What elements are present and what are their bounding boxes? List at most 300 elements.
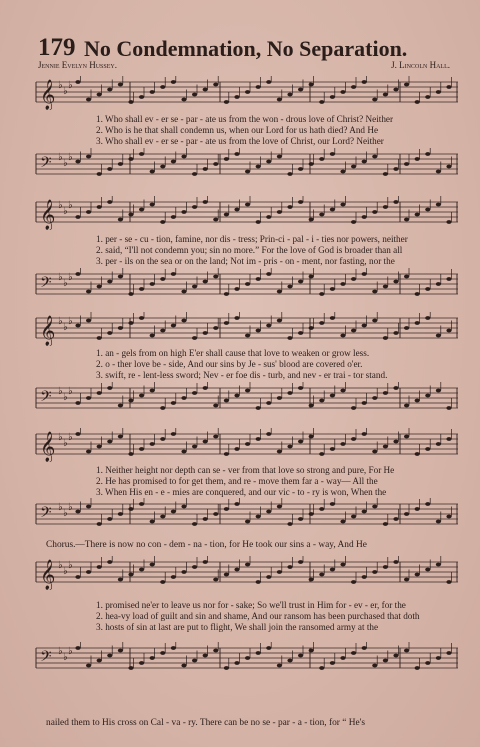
note-head bbox=[266, 215, 271, 219]
note-head bbox=[393, 654, 398, 658]
note-head bbox=[171, 510, 176, 514]
note-head bbox=[245, 520, 250, 524]
staff-lines bbox=[34, 498, 460, 532]
note-head bbox=[266, 575, 271, 579]
flat-icon: ♭ bbox=[63, 508, 68, 519]
note-head bbox=[351, 580, 356, 584]
composer-credit: J. Lincoln Hall. bbox=[391, 60, 450, 70]
note-head bbox=[75, 160, 80, 164]
note-head bbox=[171, 646, 176, 650]
note-head bbox=[224, 321, 229, 325]
note-head bbox=[393, 331, 398, 335]
note-head bbox=[425, 208, 430, 212]
note-head bbox=[277, 570, 282, 574]
verse-line-3: 3. swift, re - lent-less sword; Nev - er foe dis - turb, and nev - er trai - tor stand. bbox=[96, 370, 388, 380]
note-head bbox=[340, 203, 345, 207]
note-head bbox=[234, 95, 239, 99]
note-head bbox=[139, 95, 144, 99]
bass-clef-icon: 𝄢 bbox=[40, 274, 52, 295]
note-head bbox=[266, 432, 271, 436]
note-head bbox=[97, 522, 102, 526]
note-head bbox=[160, 437, 165, 441]
staff-lines bbox=[34, 148, 460, 182]
note-head bbox=[319, 452, 324, 456]
flat-icon: ♭ bbox=[63, 438, 68, 449]
note-head bbox=[287, 659, 292, 663]
note-head bbox=[446, 437, 451, 441]
note-head bbox=[446, 85, 451, 89]
note-head bbox=[351, 329, 356, 333]
note-head bbox=[330, 447, 335, 451]
flat-icon: ♭ bbox=[68, 200, 73, 211]
note-head bbox=[171, 432, 176, 436]
note-head bbox=[97, 336, 102, 340]
note-head bbox=[351, 515, 356, 519]
flat-icon: ♭ bbox=[58, 432, 63, 443]
note-head bbox=[340, 90, 345, 94]
note-head bbox=[415, 507, 420, 511]
flat-icon: ♭ bbox=[68, 316, 73, 327]
note-head bbox=[234, 447, 239, 451]
note-head bbox=[372, 664, 377, 668]
note-head bbox=[298, 440, 303, 444]
note-head bbox=[256, 406, 261, 410]
note-head bbox=[107, 654, 112, 658]
note-head bbox=[404, 326, 409, 330]
flat-icon: ♭ bbox=[63, 652, 68, 663]
closing-lyric: nailed them to His cross on Cal - va - ry. There can be no se - par - a - tion, for “ He's bbox=[46, 718, 366, 728]
note-head bbox=[181, 290, 186, 294]
note-head bbox=[107, 440, 112, 444]
note-head bbox=[287, 565, 292, 569]
note-head bbox=[309, 83, 314, 87]
note-head bbox=[340, 520, 345, 524]
note-head bbox=[330, 502, 335, 506]
treble-clef-icon: 𝄞 bbox=[40, 316, 56, 346]
note-head bbox=[97, 391, 102, 395]
note-head bbox=[192, 172, 197, 176]
note-head bbox=[203, 280, 208, 284]
note-head bbox=[171, 160, 176, 164]
note-head bbox=[171, 575, 176, 579]
note-head bbox=[128, 452, 133, 456]
note-head bbox=[213, 326, 218, 330]
note-head bbox=[340, 442, 345, 446]
staff-lines bbox=[34, 312, 460, 346]
verse-line-3: 3. Who shall ev - er se - par - ate us from the love of Christ, our Lord? Neither bbox=[96, 136, 384, 146]
note-head bbox=[298, 280, 303, 284]
note-head bbox=[287, 172, 292, 176]
note-head bbox=[362, 432, 367, 436]
note-head bbox=[128, 666, 133, 670]
note-head bbox=[245, 282, 250, 286]
note-head bbox=[234, 316, 239, 320]
note-head bbox=[372, 319, 377, 323]
note-head bbox=[128, 292, 133, 296]
note-head bbox=[319, 399, 324, 403]
note-head bbox=[192, 285, 197, 289]
note-head bbox=[415, 573, 420, 577]
note-head bbox=[287, 445, 292, 449]
note-head bbox=[128, 573, 133, 577]
note-head bbox=[224, 452, 229, 456]
note-head bbox=[372, 450, 377, 454]
note-head bbox=[192, 522, 197, 526]
note-head bbox=[415, 452, 420, 456]
note-head bbox=[309, 275, 314, 279]
bass-staff bbox=[34, 498, 460, 532]
note-head bbox=[404, 275, 409, 279]
note-head bbox=[160, 165, 165, 169]
note-head bbox=[404, 162, 409, 166]
flat-icon: ♭ bbox=[68, 502, 73, 513]
bass-clef-icon: 𝄢 bbox=[40, 504, 52, 525]
note-head bbox=[383, 285, 388, 289]
note-head bbox=[393, 386, 398, 390]
note-head bbox=[266, 80, 271, 84]
note-head bbox=[415, 292, 420, 296]
note-head bbox=[372, 98, 377, 102]
note-head bbox=[118, 83, 123, 87]
note-head bbox=[128, 157, 133, 161]
verse-line-1: 1. promised ne'er to leave us nor for - sake; So we'll trust in Him for - ev - er, for the bbox=[96, 600, 406, 610]
note-head bbox=[436, 442, 441, 446]
note-head bbox=[139, 447, 144, 451]
treble-clef-icon: 𝄞 bbox=[40, 80, 56, 110]
note-head bbox=[362, 510, 367, 514]
note-head bbox=[404, 512, 409, 516]
note-head bbox=[330, 95, 335, 99]
note-head bbox=[277, 210, 282, 214]
staff-lines bbox=[34, 556, 460, 590]
note-head bbox=[128, 399, 133, 403]
note-head bbox=[150, 656, 155, 660]
note-head bbox=[330, 661, 335, 665]
note-head bbox=[150, 563, 155, 567]
note-head bbox=[86, 570, 91, 574]
note-head bbox=[150, 520, 155, 524]
author-credit: Jennie Evelyn Hussey. bbox=[38, 60, 117, 70]
note-head bbox=[150, 203, 155, 207]
note-head bbox=[383, 445, 388, 449]
note-head bbox=[362, 646, 367, 650]
note-head bbox=[372, 505, 377, 509]
staff-lines bbox=[34, 428, 460, 462]
note-head bbox=[75, 575, 80, 579]
note-head bbox=[118, 162, 123, 166]
note-head bbox=[203, 386, 208, 390]
note-head bbox=[171, 272, 176, 276]
note-head bbox=[203, 200, 208, 204]
note-head bbox=[362, 401, 367, 405]
note-head bbox=[298, 517, 303, 521]
note-head bbox=[383, 565, 388, 569]
note-head bbox=[224, 100, 229, 104]
note-head bbox=[107, 280, 112, 284]
note-head bbox=[393, 200, 398, 204]
flat-icon: ♭ bbox=[63, 278, 68, 289]
note-head bbox=[97, 285, 102, 289]
note-head bbox=[340, 563, 345, 567]
note-head bbox=[436, 203, 441, 207]
note-head bbox=[192, 336, 197, 340]
note-head bbox=[404, 404, 409, 408]
note-head bbox=[192, 205, 197, 209]
note-head bbox=[245, 389, 250, 393]
note-head bbox=[340, 334, 345, 338]
note-head bbox=[372, 396, 377, 400]
note-head bbox=[446, 580, 451, 584]
note-head bbox=[128, 100, 133, 104]
note-head bbox=[277, 396, 282, 400]
verse-line-3: 3. hosts of sin at last are put to flight, We shall join the ransomed army at the bbox=[96, 622, 379, 632]
note-head bbox=[425, 152, 430, 156]
note-head bbox=[256, 165, 261, 169]
flat-icon: ♭ bbox=[68, 432, 73, 443]
note-head bbox=[436, 520, 441, 524]
note-head bbox=[118, 649, 123, 653]
flat-icon: ♭ bbox=[63, 392, 68, 403]
bass-clef-icon: 𝄢 bbox=[40, 648, 52, 669]
note-head bbox=[330, 316, 335, 320]
note-head bbox=[192, 659, 197, 663]
note-head bbox=[224, 666, 229, 670]
note-head bbox=[446, 406, 451, 410]
note-head bbox=[266, 272, 271, 276]
note-head bbox=[245, 563, 250, 567]
note-head bbox=[234, 661, 239, 665]
note-head bbox=[351, 277, 356, 281]
flat-icon: ♭ bbox=[63, 566, 68, 577]
note-head bbox=[362, 215, 367, 219]
note-head bbox=[436, 90, 441, 94]
note-head bbox=[181, 450, 186, 454]
note-head bbox=[277, 664, 282, 668]
note-head bbox=[150, 90, 155, 94]
note-head bbox=[139, 394, 144, 398]
note-head bbox=[75, 80, 80, 84]
note-head bbox=[97, 445, 102, 449]
note-head bbox=[277, 505, 282, 509]
note-head bbox=[256, 515, 261, 519]
note-head bbox=[139, 208, 144, 212]
note-head bbox=[425, 316, 430, 320]
note-head bbox=[287, 285, 292, 289]
note-head bbox=[213, 162, 218, 166]
note-head bbox=[425, 661, 430, 665]
note-head bbox=[404, 649, 409, 653]
flat-icon: ♭ bbox=[58, 200, 63, 211]
note-head bbox=[256, 220, 261, 224]
flat-icon: ♭ bbox=[68, 152, 73, 163]
note-head bbox=[330, 394, 335, 398]
note-head bbox=[181, 319, 186, 323]
note-head bbox=[309, 162, 314, 166]
note-head bbox=[351, 651, 356, 655]
note-head bbox=[436, 563, 441, 567]
note-head bbox=[266, 160, 271, 164]
treble-staff bbox=[34, 428, 460, 462]
note-head bbox=[160, 220, 165, 224]
note-head bbox=[160, 580, 165, 584]
note-head bbox=[351, 220, 356, 224]
flat-icon: ♭ bbox=[58, 316, 63, 327]
note-head bbox=[213, 435, 218, 439]
note-head bbox=[203, 88, 208, 92]
note-head bbox=[266, 646, 271, 650]
note-head bbox=[298, 200, 303, 204]
note-head bbox=[425, 447, 430, 451]
note-head bbox=[404, 218, 409, 222]
note-head bbox=[107, 167, 112, 171]
note-head bbox=[298, 88, 303, 92]
note-head bbox=[256, 651, 261, 655]
credits bbox=[38, 60, 450, 74]
note-head bbox=[118, 578, 123, 582]
note-head bbox=[256, 277, 261, 281]
note-head bbox=[393, 560, 398, 564]
flat-icon: ♭ bbox=[68, 646, 73, 657]
note-head bbox=[128, 213, 133, 217]
note-head bbox=[224, 157, 229, 161]
flat-icon: ♭ bbox=[58, 502, 63, 513]
flat-icon: ♭ bbox=[58, 80, 63, 91]
note-head bbox=[150, 389, 155, 393]
note-head bbox=[107, 331, 112, 335]
note-head bbox=[372, 570, 377, 574]
note-head bbox=[86, 319, 91, 323]
treble-staff bbox=[34, 312, 460, 346]
note-head bbox=[340, 282, 345, 286]
note-head bbox=[287, 205, 292, 209]
verse-line-2: 2. o - ther love be - side, And our sins by Je - sus' blood are covered o'er. bbox=[96, 359, 363, 369]
note-head bbox=[203, 167, 208, 171]
flat-icon: ♭ bbox=[63, 158, 68, 169]
note-head bbox=[213, 218, 218, 222]
note-head bbox=[340, 389, 345, 393]
note-head bbox=[266, 401, 271, 405]
note-head bbox=[309, 512, 314, 516]
note-head bbox=[97, 172, 102, 176]
note-head bbox=[150, 334, 155, 338]
note-head bbox=[160, 651, 165, 655]
note-head bbox=[425, 502, 430, 506]
note-head bbox=[383, 659, 388, 663]
note-head bbox=[415, 100, 420, 104]
note-head bbox=[309, 578, 314, 582]
note-head bbox=[213, 83, 218, 87]
note-head bbox=[203, 654, 208, 658]
treble-staff bbox=[34, 196, 460, 230]
note-head bbox=[192, 445, 197, 449]
staff-lines bbox=[34, 76, 460, 110]
note-head bbox=[86, 98, 91, 102]
flat-icon: ♭ bbox=[58, 646, 63, 657]
note-head bbox=[118, 512, 123, 516]
note-head bbox=[330, 152, 335, 156]
note-head bbox=[181, 210, 186, 214]
hymn-title: No Condemnation, No Separation. bbox=[84, 36, 408, 61]
note-head bbox=[86, 450, 91, 454]
bass-clef-icon: 𝄢 bbox=[40, 154, 52, 175]
note-head bbox=[192, 565, 197, 569]
note-head bbox=[256, 329, 261, 333]
note-head bbox=[446, 329, 451, 333]
flat-icon: ♭ bbox=[68, 560, 73, 571]
note-head bbox=[97, 659, 102, 663]
note-head bbox=[393, 280, 398, 284]
note-head bbox=[224, 573, 229, 577]
note-head bbox=[372, 210, 377, 214]
chorus-lyric: Chorus.—There is now no con - dem - na - tion, for He took our sins a - way, And He bbox=[46, 540, 367, 550]
note-head bbox=[139, 316, 144, 320]
note-head bbox=[181, 155, 186, 159]
note-head bbox=[245, 90, 250, 94]
flat-icon: ♭ bbox=[68, 80, 73, 91]
note-head bbox=[160, 406, 165, 410]
note-head bbox=[319, 292, 324, 296]
note-head bbox=[160, 515, 165, 519]
note-head bbox=[383, 93, 388, 97]
note-head bbox=[97, 565, 102, 569]
note-head bbox=[383, 391, 388, 395]
flat-icon: ♭ bbox=[63, 322, 68, 333]
staff-lines bbox=[34, 382, 460, 416]
bass-staff bbox=[34, 642, 460, 676]
note-head bbox=[436, 170, 441, 174]
note-head bbox=[298, 654, 303, 658]
note-head bbox=[446, 165, 451, 169]
note-head bbox=[86, 155, 91, 159]
note-head bbox=[75, 324, 80, 328]
note-head bbox=[277, 98, 282, 102]
note-head bbox=[97, 205, 102, 209]
staff-lines bbox=[34, 642, 460, 676]
note-head bbox=[362, 575, 367, 579]
note-head bbox=[330, 208, 335, 212]
note-head bbox=[245, 334, 250, 338]
note-head bbox=[383, 522, 388, 526]
note-head bbox=[446, 515, 451, 519]
note-head bbox=[425, 287, 430, 291]
note-head bbox=[75, 401, 80, 405]
note-head bbox=[171, 215, 176, 219]
note-head bbox=[415, 213, 420, 217]
note-head bbox=[383, 205, 388, 209]
note-head bbox=[362, 324, 367, 328]
note-head bbox=[436, 389, 441, 393]
note-head bbox=[298, 331, 303, 335]
note-head bbox=[256, 437, 261, 441]
verse-line-2: 2. said, “I'll not condemn you; sin no more.” For the love of God is broader than all bbox=[96, 245, 403, 255]
note-head bbox=[86, 664, 91, 668]
note-head bbox=[118, 326, 123, 330]
note-head bbox=[234, 502, 239, 506]
note-head bbox=[86, 210, 91, 214]
flat-icon: ♭ bbox=[58, 560, 63, 571]
note-head bbox=[150, 442, 155, 446]
note-head bbox=[171, 401, 176, 405]
note-head bbox=[181, 98, 186, 102]
note-head bbox=[319, 213, 324, 217]
note-head bbox=[245, 442, 250, 446]
note-head bbox=[319, 666, 324, 670]
note-head bbox=[75, 510, 80, 514]
note-head bbox=[192, 391, 197, 395]
note-head bbox=[192, 93, 197, 97]
note-head bbox=[213, 578, 218, 582]
note-head bbox=[446, 651, 451, 655]
